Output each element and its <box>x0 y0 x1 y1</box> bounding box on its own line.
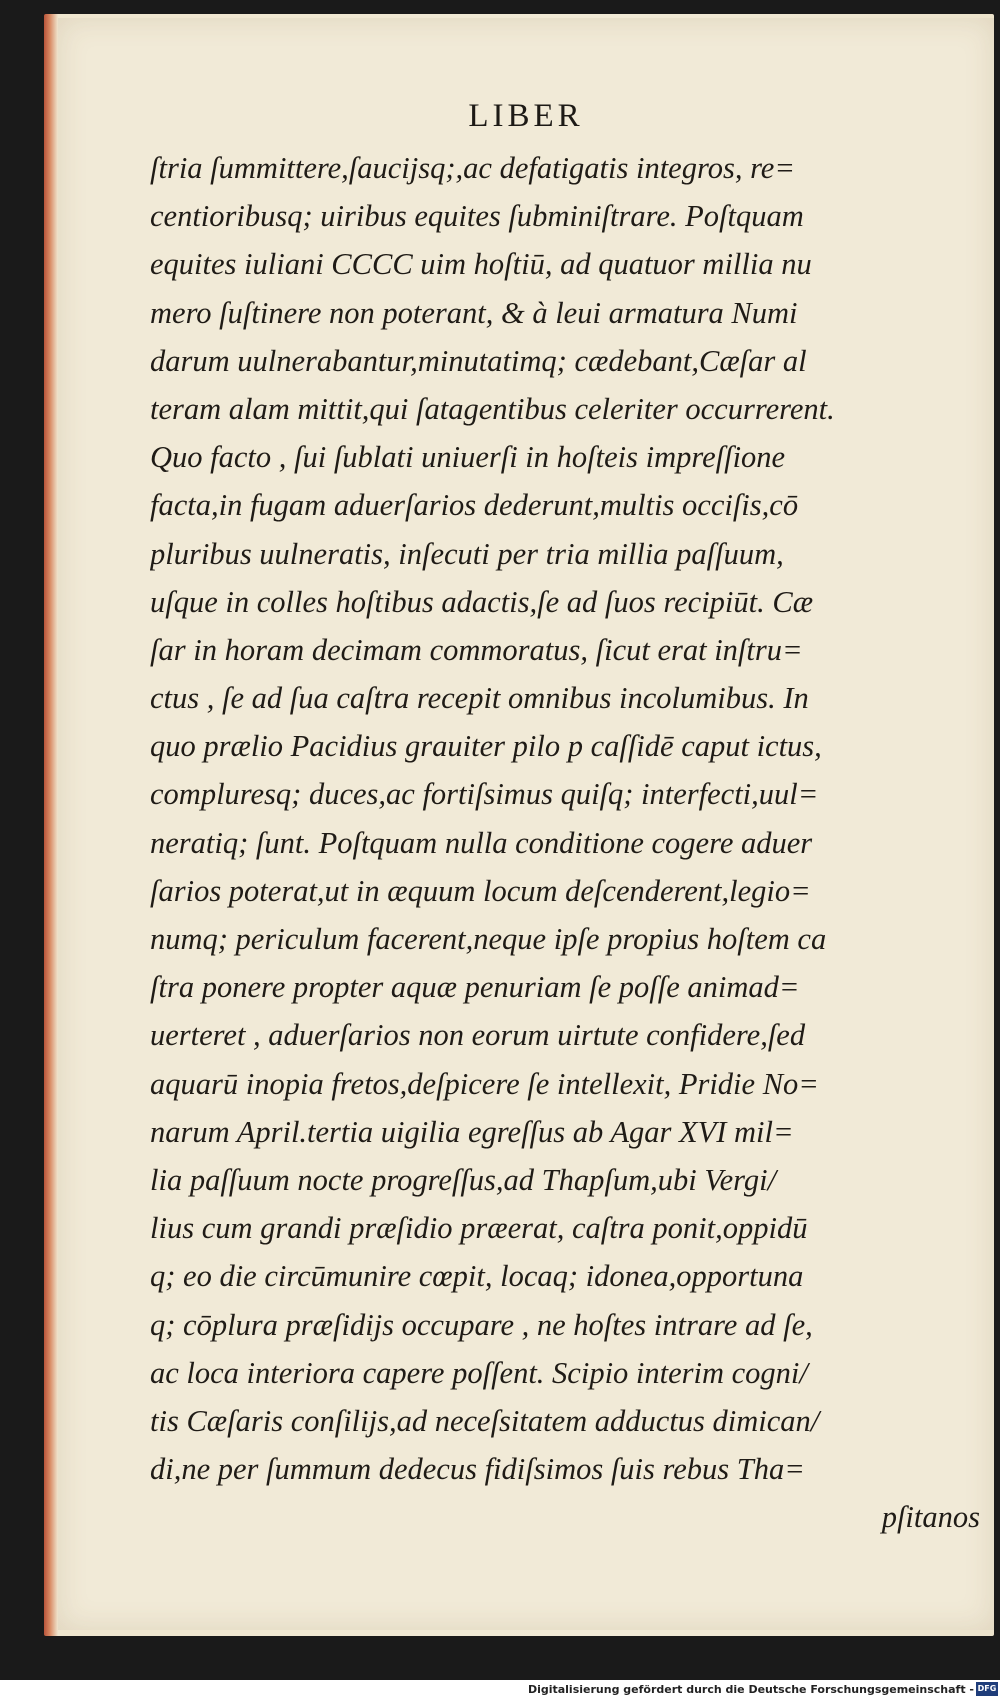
catchword: pſitanos <box>881 1500 980 1535</box>
text-line: aquarū inopia fretos,deſpicere ſe intellexit, Pridie No= <box>150 1066 819 1101</box>
text-line: pluribus uulneratis, inſecuti per tria millia paſſuum, <box>150 536 784 571</box>
text-line: mero ſuſtinere non poterant, & à leui armatura Numi <box>150 295 798 330</box>
text-line: tis Cæſaris conſilijs,ad neceſsitatem adductus dimican/ <box>150 1403 820 1438</box>
text-line: teram alam mittit,qui ſatagentibus celeriter occurrerent. <box>150 391 835 426</box>
text-line: uerteret , aduerſarios non eorum uirtute confidere,ſed <box>150 1018 806 1053</box>
dfg-logo: DFG <box>976 1682 998 1696</box>
text-line: darum uulnerabantur,minutatimq; cædebant,Cæſar al <box>150 343 807 378</box>
text-line: q; cōplura præſidijs occupare , ne hoſtes intrare ad ſe, <box>150 1307 813 1342</box>
digitization-credit: Digitalisierung gefördert durch die Deutsche Forschungsgemeinschaft - <box>527 1683 974 1696</box>
text-line: ac loca interiora capere poſſent. Scipio interim cogni/ <box>150 1355 808 1390</box>
text-line: numq; periculum facerent,neque ipſe propius hoſtem ca <box>150 922 827 956</box>
book-page <box>58 18 994 1630</box>
text-line: ſarios poterat,ut in æquum locum deſcenderent,legio= <box>150 873 811 908</box>
text-line: ſar in horam decimam commoratus, ſicut erat inſtru= <box>150 632 803 667</box>
text-line: uſque in colles hoſtibus adactis,ſe ad ſuos recipiūt. Cæ <box>150 584 814 619</box>
running-header: LIBER <box>468 98 584 134</box>
text-line: ſtra ponere propter aquæ penuriam ſe poſſe animad= <box>150 970 800 1005</box>
text-line: facta,in fugam aduerſarios dederunt,multis occiſis,cō <box>150 488 799 523</box>
text-line: narum April.tertia uigilia egreſſus ab Agar XVI mil= <box>150 1114 794 1149</box>
text-line: di,ne per ſummum dedecus fidiſsimos ſuis rebus Tha= <box>150 1452 805 1487</box>
text-line: lia paſſuum nocte progreſſus,ad Thapſum,ubi Vergi/ <box>150 1162 777 1197</box>
text-line: Quo facto , ſui ſublati uniuerſi in hoſteis impreſſione <box>150 440 786 475</box>
text-line: lius cum grandi præſidio præerat, caſtra ponit,oppidū <box>150 1211 808 1246</box>
text-line: q; eo die circūmunire cœpit, locaq; idonea,opportuna <box>150 1259 804 1294</box>
text-block <box>150 144 990 1541</box>
text-line: neratiq; ſunt. Poſtquam nulla conditione cogere aduer <box>150 825 813 860</box>
text-line: equites iuliani CCCC uim hoſtiū, ad quatuor millia nu <box>150 247 812 282</box>
text-line: quo prælio Pacidius grauiter pilo p caſſidē caput ictus, <box>150 729 822 764</box>
text-line: centioribusq; uiribus equites ſubminiſtrare. Poſtquam <box>150 199 804 234</box>
text-line: compluresq; duces,ac fortiſsimus quiſq; interfecti,uul= <box>150 777 819 812</box>
text-line: ſtria ſummittere,ſaucijsq;,ac defatigatis integros, re= <box>150 151 795 185</box>
text-line: ctus , ſe ad ſua caſtra recepit omnibus incolumibus. In <box>150 681 809 716</box>
